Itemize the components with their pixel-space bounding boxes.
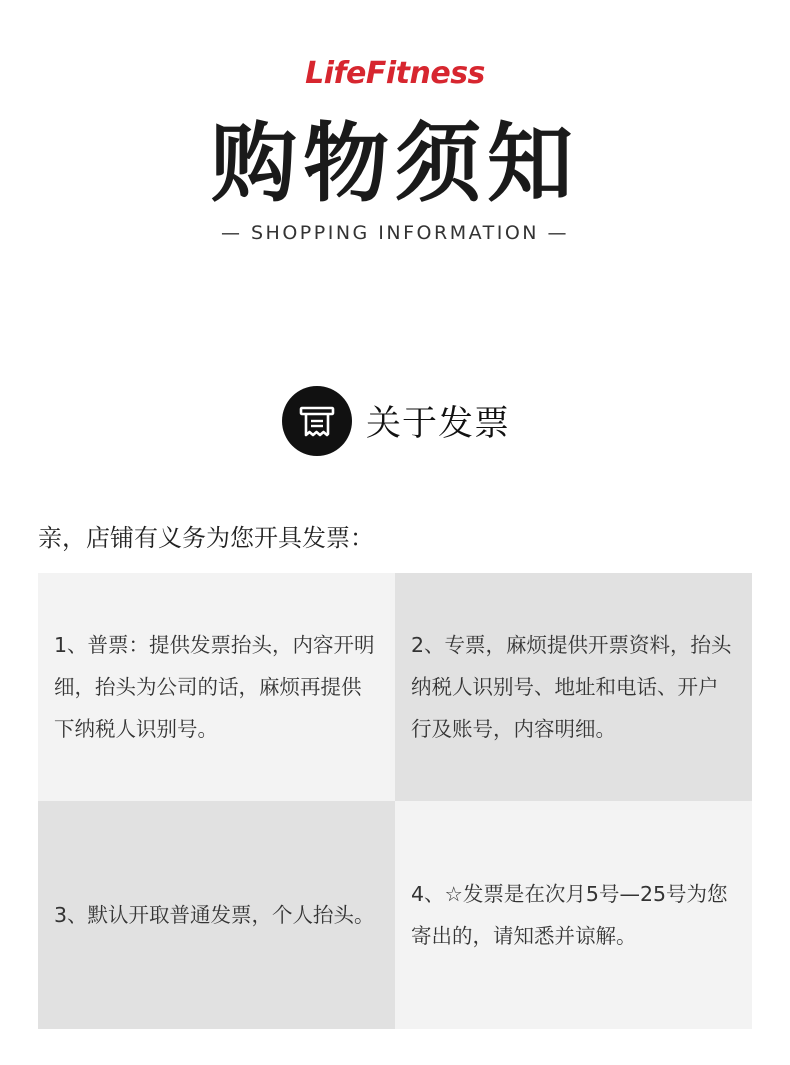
note-cell-2	[395, 573, 752, 801]
note-cell-1	[38, 573, 395, 801]
brand-logo: LifeFitness	[305, 56, 485, 91]
notes-grid	[38, 573, 752, 1029]
note-text-2: 2、专票，麻烦提供开票资料，抬头纳税人识别号、地址和电话、开户行及账号，内容明细。	[411, 633, 732, 741]
page-subtitle: — SHOPPING INFORMATION —	[220, 222, 570, 244]
receipt-icon-graphic	[297, 401, 337, 441]
section-title: 关于发票	[366, 404, 511, 444]
note-text-4: 4、☆发票是在次月5号—25号为您寄出的，请知悉并谅解。	[411, 882, 728, 948]
note-cell-4	[395, 801, 752, 1029]
page-title: 购物须知	[211, 114, 579, 214]
note-cell-3	[38, 801, 395, 1029]
note-text-1: 1、普票：提供发票抬头，内容开明细，抬头为公司的话，麻烦再提供下纳税人识别号。	[54, 633, 375, 741]
section-header	[282, 386, 510, 456]
intro-text: 亲，店铺有义务为您开具发票：	[38, 524, 374, 552]
note-text-3: 3、默认开取普通发票，个人抬头。	[54, 903, 375, 927]
receipt-icon	[282, 386, 352, 456]
